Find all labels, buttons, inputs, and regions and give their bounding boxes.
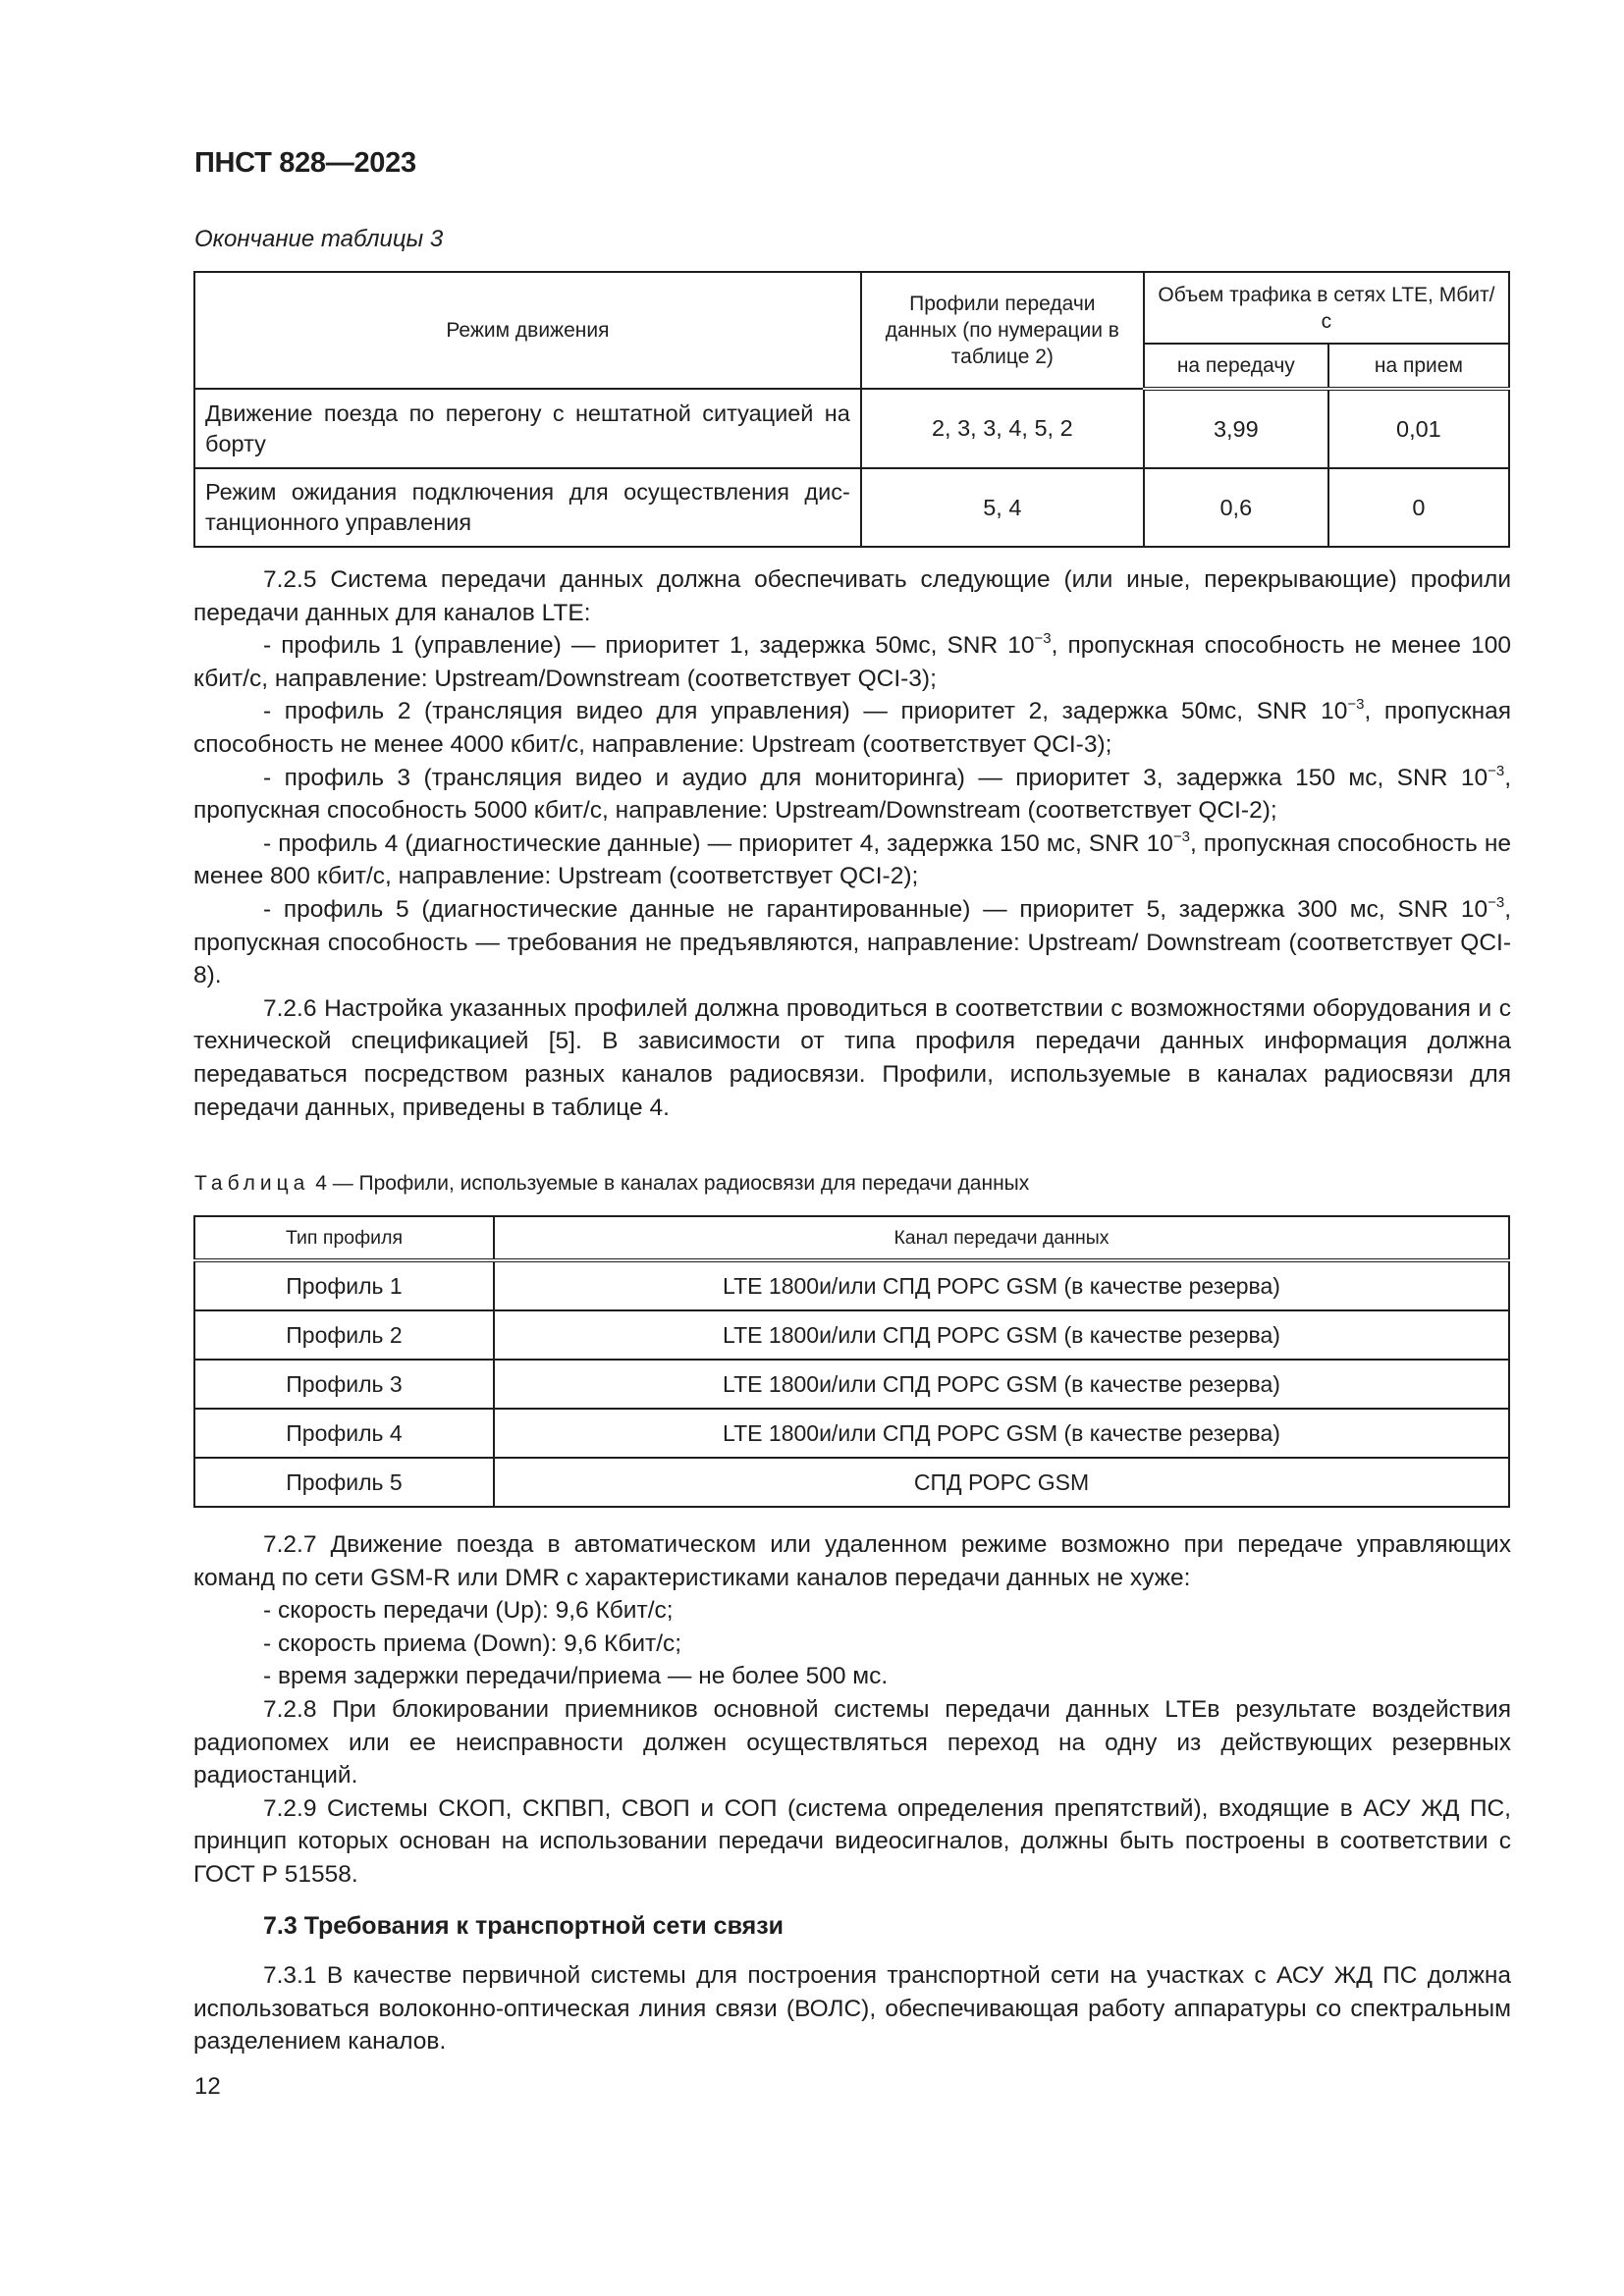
cell-type: Профиль 1 [194,1260,494,1310]
th-profiles: Профили передачи данных (по нумерации в таблице 2) [861,272,1144,389]
th-traffic: Объем трафика в сетях LTE, Мбит/с [1144,272,1509,344]
cell-profiles: 2, 3, 3, 4, 5, 2 [861,389,1144,468]
th-profile-type: Тип профиля [194,1216,494,1260]
paragraph-7-2-6: 7.2.6 Настройка указанных профилей должна проводиться в соответствии с возможностями оборудования и с технической спецификацией [5]. В зависимости от типа профиля передачи данных информация должна передаваться посредством разных каналов радиосвязи. Профили, используемые в каналах радиосвязи для передачи данных, приведены в таблице 4. [193,994,1511,1121]
table-row [194,468,1509,547]
table-row [194,1310,1509,1360]
profile-item-3: - профиль 3 (трансляция видео и аудио для мониторинга) — приоритет 3, задержка 150 мс, SNR $10^{-3}$, пропускная способность 5000 кбит/с, направление: Upstream/Downstream (соответствует QCI-2); [193,762,1511,825]
list-item: - скорость приема (Down): 9,6 Кбит/с; [263,1629,682,1657]
table-3 [193,271,1510,548]
section-7-2-7-to-7-2-9 [193,1528,1511,1892]
cell-channel: СПД РОРС GSM [494,1458,1509,1507]
cell-profiles: 5, 4 [861,468,1144,547]
cell-type: Профиль 5 [194,1458,494,1507]
cell-type: Профиль 3 [194,1360,494,1409]
table-row [194,1260,1509,1310]
paragraph-7-2-9: 7.2.9 Системы СКОП, СКПВП, СВОП и СОП (система определения препятствий), входящие в АСУ ЖД ПС, принцип которых основан на использовании передачи видеосигналов, должны быть построены в соответствии с ГОСТ Р 51558. [193,1794,1511,1888]
page-number: 12 [194,2073,221,2100]
table-row [194,1458,1509,1507]
cell-mode: Движение поезда по перегону с нештатной ситуацией на борту [194,389,861,468]
table-row [194,389,1509,468]
cell-tx: 3,99 [1144,389,1328,468]
cell-mode: Режим ожидания подключения для осуществления дис-танционного управления [194,468,861,547]
paragraph-7-2-8: 7.2.8 При блокировании приемников основной системы передачи данных LTEв результате воздействия радиопомех или ее неисправности должен осуществляться переход на одну из действующих резервных радиостанций. [193,1695,1511,1789]
table-4-caption: Таблица 4 — Профили, используемые в каналах радиосвязи для передачи данных [194,1172,1030,1195]
cell-rx: 0 [1328,468,1509,547]
profile-item-1: - профиль 1 (управление) — приоритет 1, задержка 50мс, SNR $10^{-3}$, пропускная способность не менее 100 кбит/с, направление: Upstream/Downstream (соответствует QCI-3); [193,630,1511,692]
th-mode: Режим движения [194,272,861,389]
cell-channel: LTE 1800и/или СПД РОРС GSM (в качестве резерва) [494,1360,1509,1409]
section-7-2-5 [193,563,1511,1124]
profile-item-2: - профиль 2 (трансляция видео для управления) — приоритет 2, задержка 50мс, SNR $10^{-3}$, пропускная способность не менее 4000 кбит/с, направление: Upstream (соответствует QCI-3); [193,696,1512,758]
table-row [194,1409,1509,1458]
section-heading-7-3: 7.3 Требования к транспортной сети связи [263,1912,785,1940]
cell-channel: LTE 1800и/или СПД РОРС GSM (в качестве резерва) [494,1310,1509,1360]
cell-channel: LTE 1800и/или СПД РОРС GSM (в качестве резерва) [494,1409,1509,1458]
cell-rx: 0,01 [1328,389,1509,468]
document-code: ПНСТ 828—2023 [194,147,416,179]
section-7-3-1 [193,1959,1511,2058]
profile-item-4: - профиль 4 (диагностические данные) — приоритет 4, задержка 150 мс, SNR $10^{-3}$, пропускная способность не менее 800 кбит/с, направление: Upstream (соответствует QCI-2); [193,828,1511,890]
th-tx: на передачу [1144,344,1328,389]
th-rx: на прием [1328,344,1509,389]
list-item: - скорость передачи (Up): 9,6 Кбит/с; [263,1597,674,1625]
profile-item-5: - профиль 5 (диагностические данные не гарантированные) — приоритет 5, задержка 300 мс, SNR $10^{-3}$, пропускная способность — требования не предъявляются, направление: Upstream/ Downstream (соответствует QCI-8). [193,893,1511,989]
paragraph-7-3-1: 7.3.1 В качестве первичной системы для построения транспортной сети на участках с АСУ ЖД ПС должна использоваться волоконно-оптическая линия связи (ВОЛС), обеспечивающая работу аппаратуры со спектральным разделением каналов. [193,1962,1511,2056]
list-item: - время задержки передачи/приема — не более 500 мс. [263,1663,889,1690]
cell-tx: 0,6 [1144,468,1328,547]
table-continuation-caption: Окончание таблицы 3 [194,226,444,252]
cell-type: Профиль 4 [194,1409,494,1458]
cell-type: Профиль 2 [194,1310,494,1360]
th-channel: Канал передачи данных [494,1216,1509,1260]
paragraph-7-2-7: 7.2.7 Движение поезда в автоматическом или удаленном режиме возможно при передаче управляющих команд по сети GSM-R или DMR с характеристиками каналов передачи данных не хуже: [193,1531,1511,1591]
table-row [194,1360,1509,1409]
table-4 [193,1215,1510,1508]
cell-channel: LTE 1800и/или СПД РОРС GSM (в качестве резерва) [494,1260,1509,1310]
paragraph-7-2-5: 7.2.5 Система передачи данных должна обеспечивать следующие (или иные, перекрывающие) профили передачи данных для каналов LTE: [193,566,1511,626]
